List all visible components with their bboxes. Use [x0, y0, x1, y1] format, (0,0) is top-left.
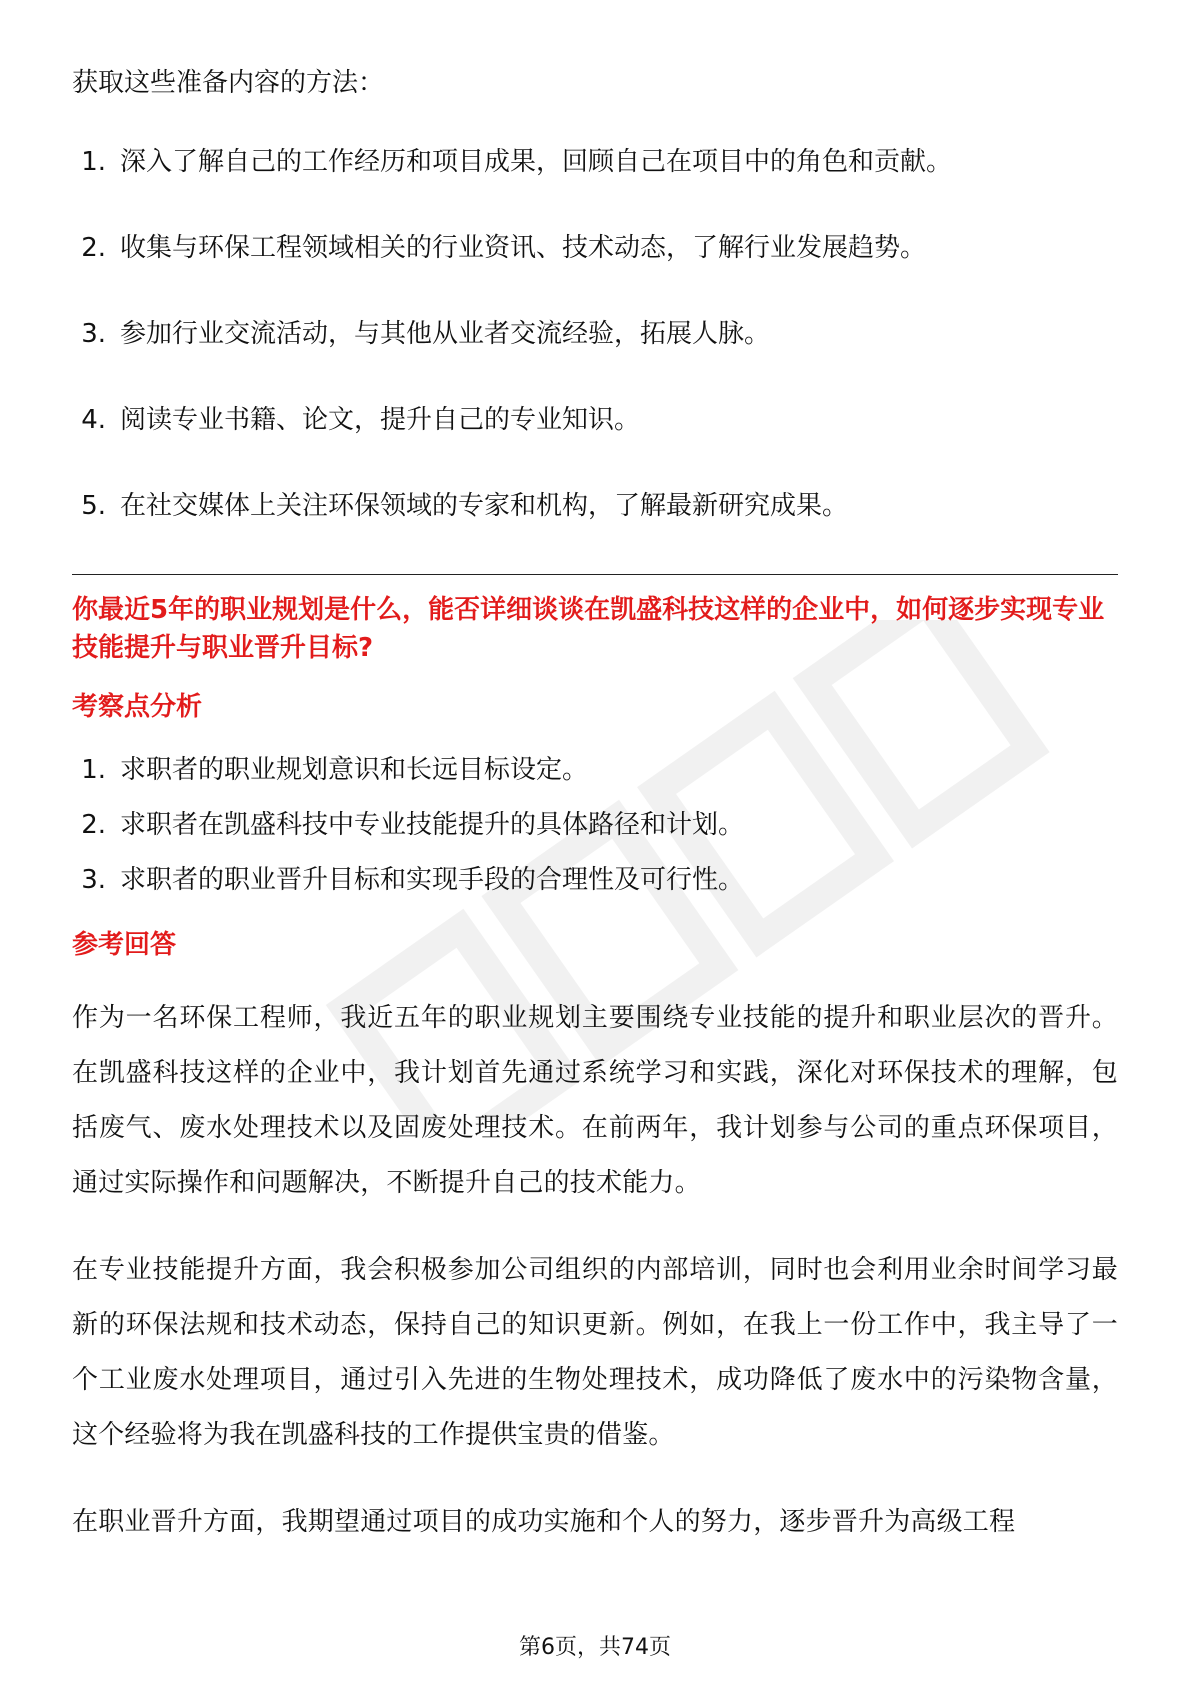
list-item — [72, 226, 1118, 270]
document-content — [72, 60, 1118, 1582]
page-number-footer: 第6页，共74页 — [519, 1635, 671, 1660]
list-item-text: 求职者的职业晋升目标和实现手段的合理性及可行性。 — [120, 865, 745, 895]
list-item — [72, 398, 1118, 442]
list-item-number: 4. — [81, 405, 106, 435]
analysis-point-list — [72, 751, 1118, 899]
answer-paragraph: 在职业晋升方面，我期望通过项目的成功实施和个人的努力，逐步晋升为高级工程 — [72, 1507, 1016, 1537]
list-item-number: 3. — [81, 865, 106, 895]
list-item-text: 阅读专业书籍、论文，提升自己的专业知识。 — [120, 405, 641, 435]
list-item — [72, 806, 1118, 844]
answer-paragraph: 作为一名环保工程师，我近五年的职业规划主要围绕专业技能的提升和职业层次的晋升。在凯盛科技这样的企业中，我计划首先通过系统学习和实践，深化对环保技术的理解，包括废气、废水处理技术以及固废处理技术。在前两年，我计划参与公司的重点环保项目，通过实际操作和问题解决，不断提升自己的技术能力。 — [72, 1003, 1118, 1198]
list-item-number: 1. — [81, 755, 106, 785]
list-item-number: 1. — [81, 147, 106, 177]
list-item — [72, 484, 1118, 528]
list-item — [72, 140, 1118, 184]
intro-text: 获取这些准备内容的方法： — [72, 68, 385, 98]
list-item — [72, 312, 1118, 356]
method-list — [72, 140, 1118, 528]
list-item-text: 求职者在凯盛科技中专业技能提升的具体路径和计划。 — [120, 810, 745, 840]
list-item-number: 2. — [81, 233, 106, 263]
answer-title: 参考回答 — [72, 930, 177, 960]
list-item-text: 在社交媒体上关注环保领域的专家和机构，了解最新研究成果。 — [120, 491, 849, 521]
list-item-text: 参加行业交流活动，与其他从业者交流经验，拓展人脉。 — [120, 319, 771, 349]
list-item-number: 5. — [81, 491, 106, 521]
list-item-text: 求职者的职业规划意识和长远目标设定。 — [120, 755, 589, 785]
section-divider — [72, 574, 1118, 575]
list-item — [72, 751, 1118, 789]
answer-paragraph: 在专业技能提升方面，我会积极参加公司组织的内部培训，同时也会利用业余时间学习最新的环保法规和技术动态，保持自己的知识更新。例如，在我上一份工作中，我主导了一个工业废水处理项目，通过引入先进的生物处理技术，成功降低了废水中的污染物含量，这个经验将为我在凯盛科技的工作提供宝贵的借鉴。 — [72, 1255, 1118, 1450]
list-item-text: 收集与环保工程领域相关的行业资讯、技术动态，了解行业发展趋势。 — [120, 233, 927, 263]
list-item-number: 3. — [81, 319, 106, 349]
question-heading: 你最近5年的职业规划是什么，能否详细谈谈在凯盛科技这样的企业中，如何逐步实现专业技能提升与职业晋升目标? — [72, 595, 1105, 663]
list-item-number: 2. — [81, 810, 106, 840]
list-item-text: 深入了解自己的工作经历和项目成果，回顾自己在项目中的角色和贡献。 — [120, 147, 953, 177]
analysis-title: 考察点分析 — [72, 692, 203, 722]
list-item — [72, 861, 1118, 899]
